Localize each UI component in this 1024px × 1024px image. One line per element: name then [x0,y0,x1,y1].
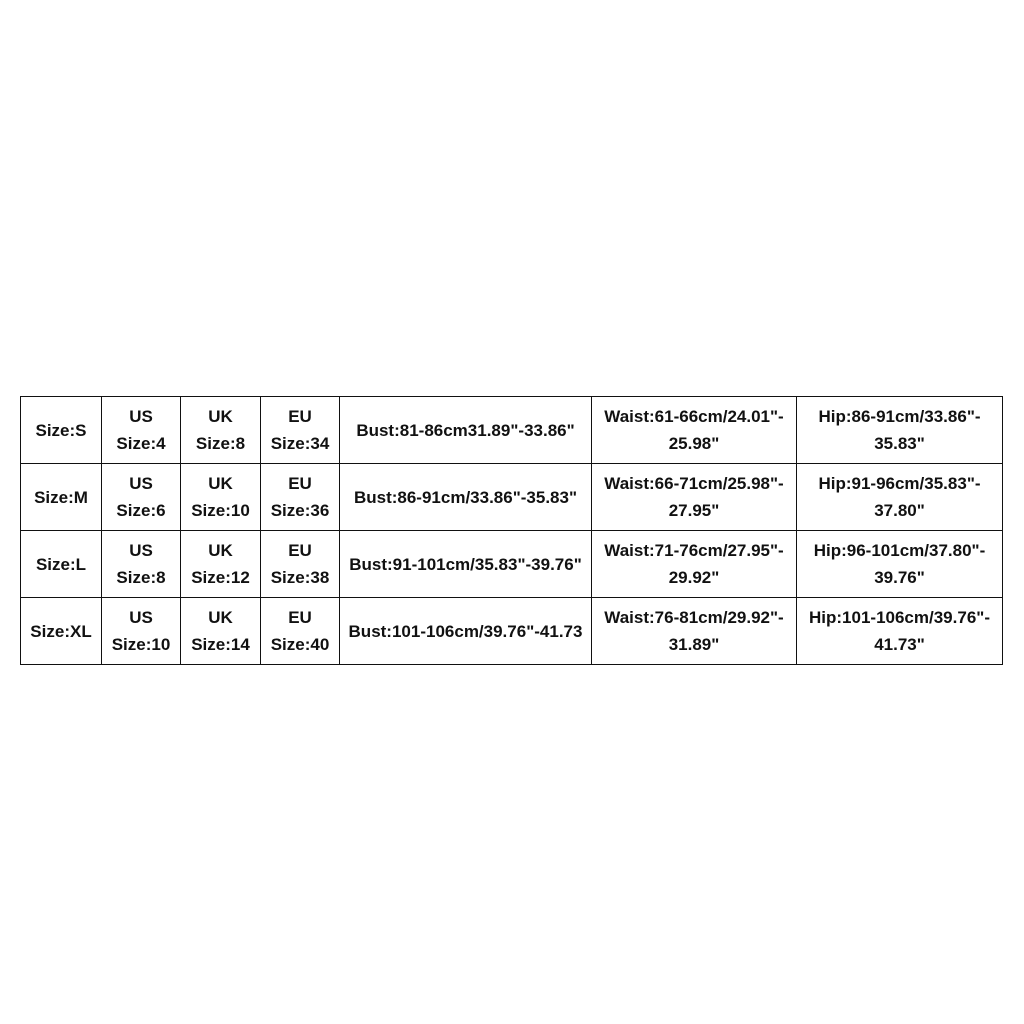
waist-cell: Waist:76-81cm/29.92"- 31.89" [592,598,797,665]
size-cell: Size:S [21,397,102,464]
waist-cell: Waist:66-71cm/25.98"- 27.95" [592,464,797,531]
us-size-cell: US Size:6 [102,464,181,531]
bust-cell: Bust:81-86cm31.89"-33.86" [340,397,592,464]
us-size-cell: US Size:4 [102,397,181,464]
uk-size-cell: UK Size:8 [181,397,261,464]
uk-size-cell: UK Size:14 [181,598,261,665]
eu-size-cell: EU Size:36 [261,464,340,531]
uk-size-cell: UK Size:12 [181,531,261,598]
table-row [21,397,1003,464]
hip-cell: Hip:86-91cm/33.86"- 35.83" [797,397,1003,464]
table-row [21,531,1003,598]
waist-cell: Waist:61-66cm/24.01"- 25.98" [592,397,797,464]
bust-cell: Bust:101-106cm/39.76"-41.73 [340,598,592,665]
table-row [21,464,1003,531]
us-size-cell: US Size:10 [102,598,181,665]
hip-cell: Hip:101-106cm/39.76"- 41.73" [797,598,1003,665]
size-chart-table [20,396,1003,665]
hip-cell: Hip:91-96cm/35.83"- 37.80" [797,464,1003,531]
uk-size-cell: UK Size:10 [181,464,261,531]
bust-cell: Bust:86-91cm/33.86"-35.83" [340,464,592,531]
hip-cell: Hip:96-101cm/37.80"- 39.76" [797,531,1003,598]
size-cell: Size:L [21,531,102,598]
eu-size-cell: EU Size:38 [261,531,340,598]
size-cell: Size:M [21,464,102,531]
table-row [21,598,1003,665]
us-size-cell: US Size:8 [102,531,181,598]
waist-cell: Waist:71-76cm/27.95"- 29.92" [592,531,797,598]
bust-cell: Bust:91-101cm/35.83"-39.76" [340,531,592,598]
eu-size-cell: EU Size:40 [261,598,340,665]
eu-size-cell: EU Size:34 [261,397,340,464]
size-cell: Size:XL [21,598,102,665]
